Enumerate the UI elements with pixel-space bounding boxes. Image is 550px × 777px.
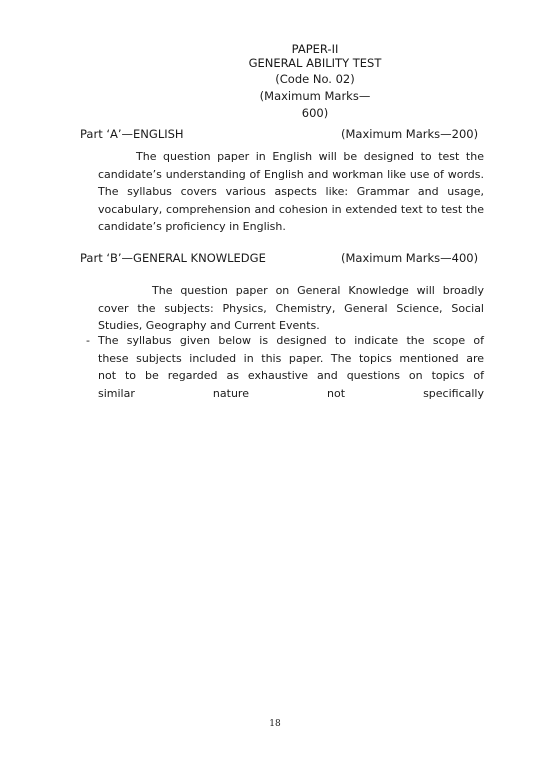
- part-a-title: Part ‘A’—ENGLISH: [80, 127, 184, 141]
- max-marks-line-1: (Maximum Marks—: [259, 89, 371, 103]
- bullet-line: The syllabus given below is designed to indicate the scope of: [98, 334, 484, 347]
- code-number: (Code No. 02): [275, 72, 355, 86]
- max-marks-line-2: 600): [301, 106, 329, 120]
- bullet-dash: -: [86, 334, 90, 347]
- paper-label: PAPER-II: [291, 42, 339, 56]
- bullet-line: not to be regarded as exhaustive and questions on topics of: [98, 369, 484, 382]
- page-number: 18: [269, 719, 281, 729]
- part-a-paragraph: The question paper in English will be designed to test the candidate’s understanding of English and workman like use of words. The syllabus covers various aspects like: Grammar and usage, vocabulary, comprehension and cohesion in extended text to test the candidate’s proficiency in English.: [98, 150, 484, 233]
- bullet-paragraph: [98, 332, 484, 402]
- part-a-marks: (Maximum Marks—200): [341, 127, 479, 141]
- bullet-line: these subjects included in this paper. The topics mentioned are: [98, 351, 484, 365]
- bullet-line: similar nature not specifically: [98, 386, 484, 400]
- part-b-paragraph: The question paper on General Knowledge will broadly cover the subjects: Physics, Chemistry, General Science, Social Studies, Geography and Current Events.: [98, 284, 484, 332]
- test-name: GENERAL ABILITY TEST: [248, 56, 382, 70]
- part-b-title: Part ‘B’—GENERAL KNOWLEDGE: [80, 251, 266, 265]
- part-b-marks: (Maximum Marks—400): [341, 251, 479, 265]
